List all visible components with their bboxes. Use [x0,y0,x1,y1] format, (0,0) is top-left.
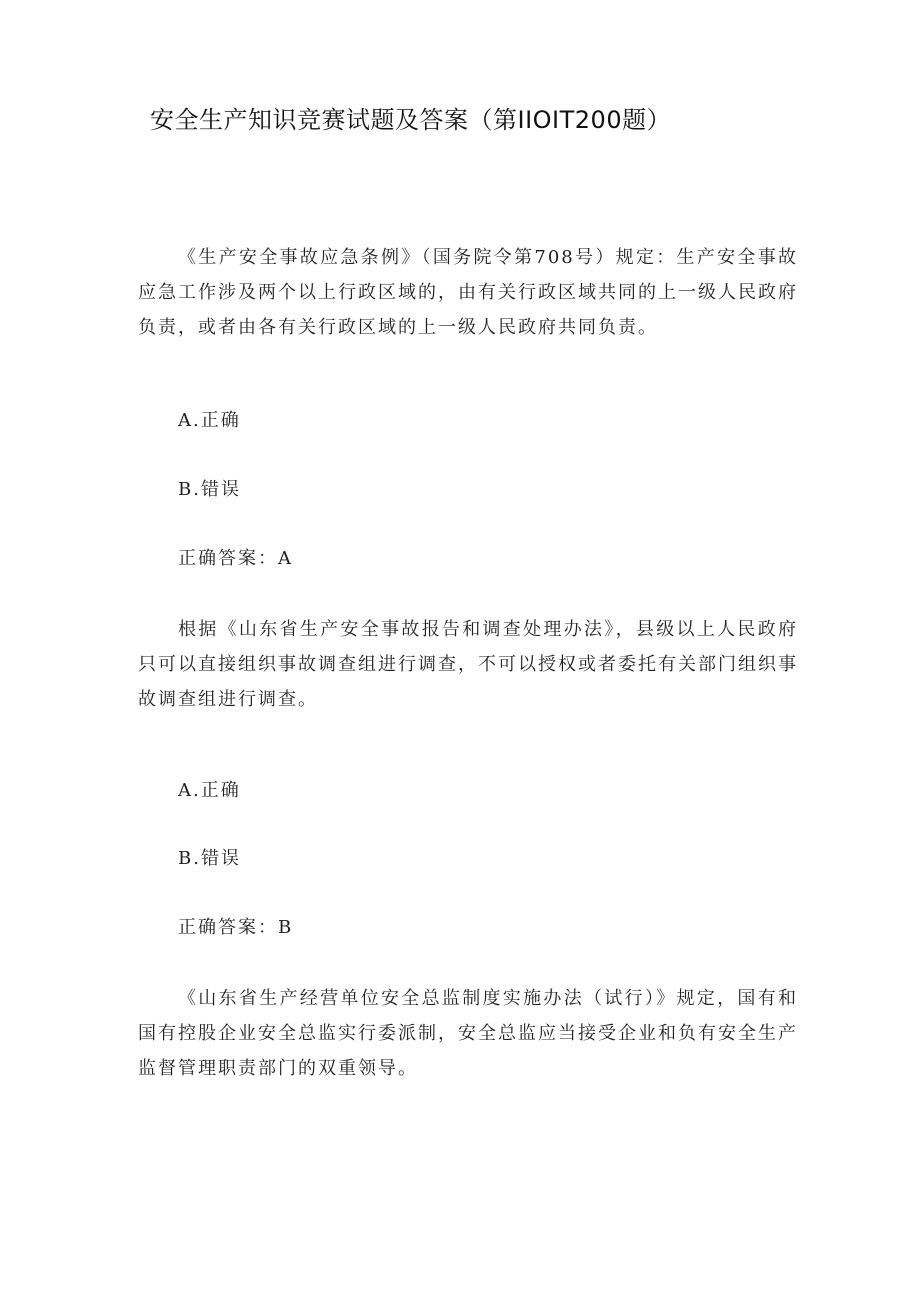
question-3 [138,981,798,1086]
question-3-text: 《山东省生产经营单位安全总监制度实施办法（试行）》规定，国有和国有控股企业安全总监实行委派制，安全总监应当接受企业和负有安全生产监督管理职责部门的双重领导。 [138,988,798,1079]
document-title: 安全生产知识竞赛试题及答案（第IIOIT200题） [150,106,672,134]
question-2 [138,612,798,717]
question-1-option-a: A.正确 [178,410,241,431]
question-2-option-b: B.错误 [178,848,241,869]
question-1-text: 《生产安全事故应急条例》（国务院令第708号）规定：生产安全事故应急工作涉及两个以上行政区域的，由有关行政区域共同的上一级人民政府负责，或者由各有关行政区域的上一级人民政府共同负责。 [138,247,798,338]
question-1 [138,240,798,345]
question-2-text: 根据《山东省生产安全事故报告和调查处理办法》，县级以上人民政府只可以直接组织事故调查组进行调查，不可以授权或者委托有关部门组织事故调查组进行调查。 [138,619,798,710]
question-1-option-b: B.错误 [178,479,241,500]
question-1-answer: 正确答案：A [178,548,293,569]
question-2-answer: 正确答案：B [178,917,294,938]
question-2-option-a: A.正确 [178,780,241,801]
